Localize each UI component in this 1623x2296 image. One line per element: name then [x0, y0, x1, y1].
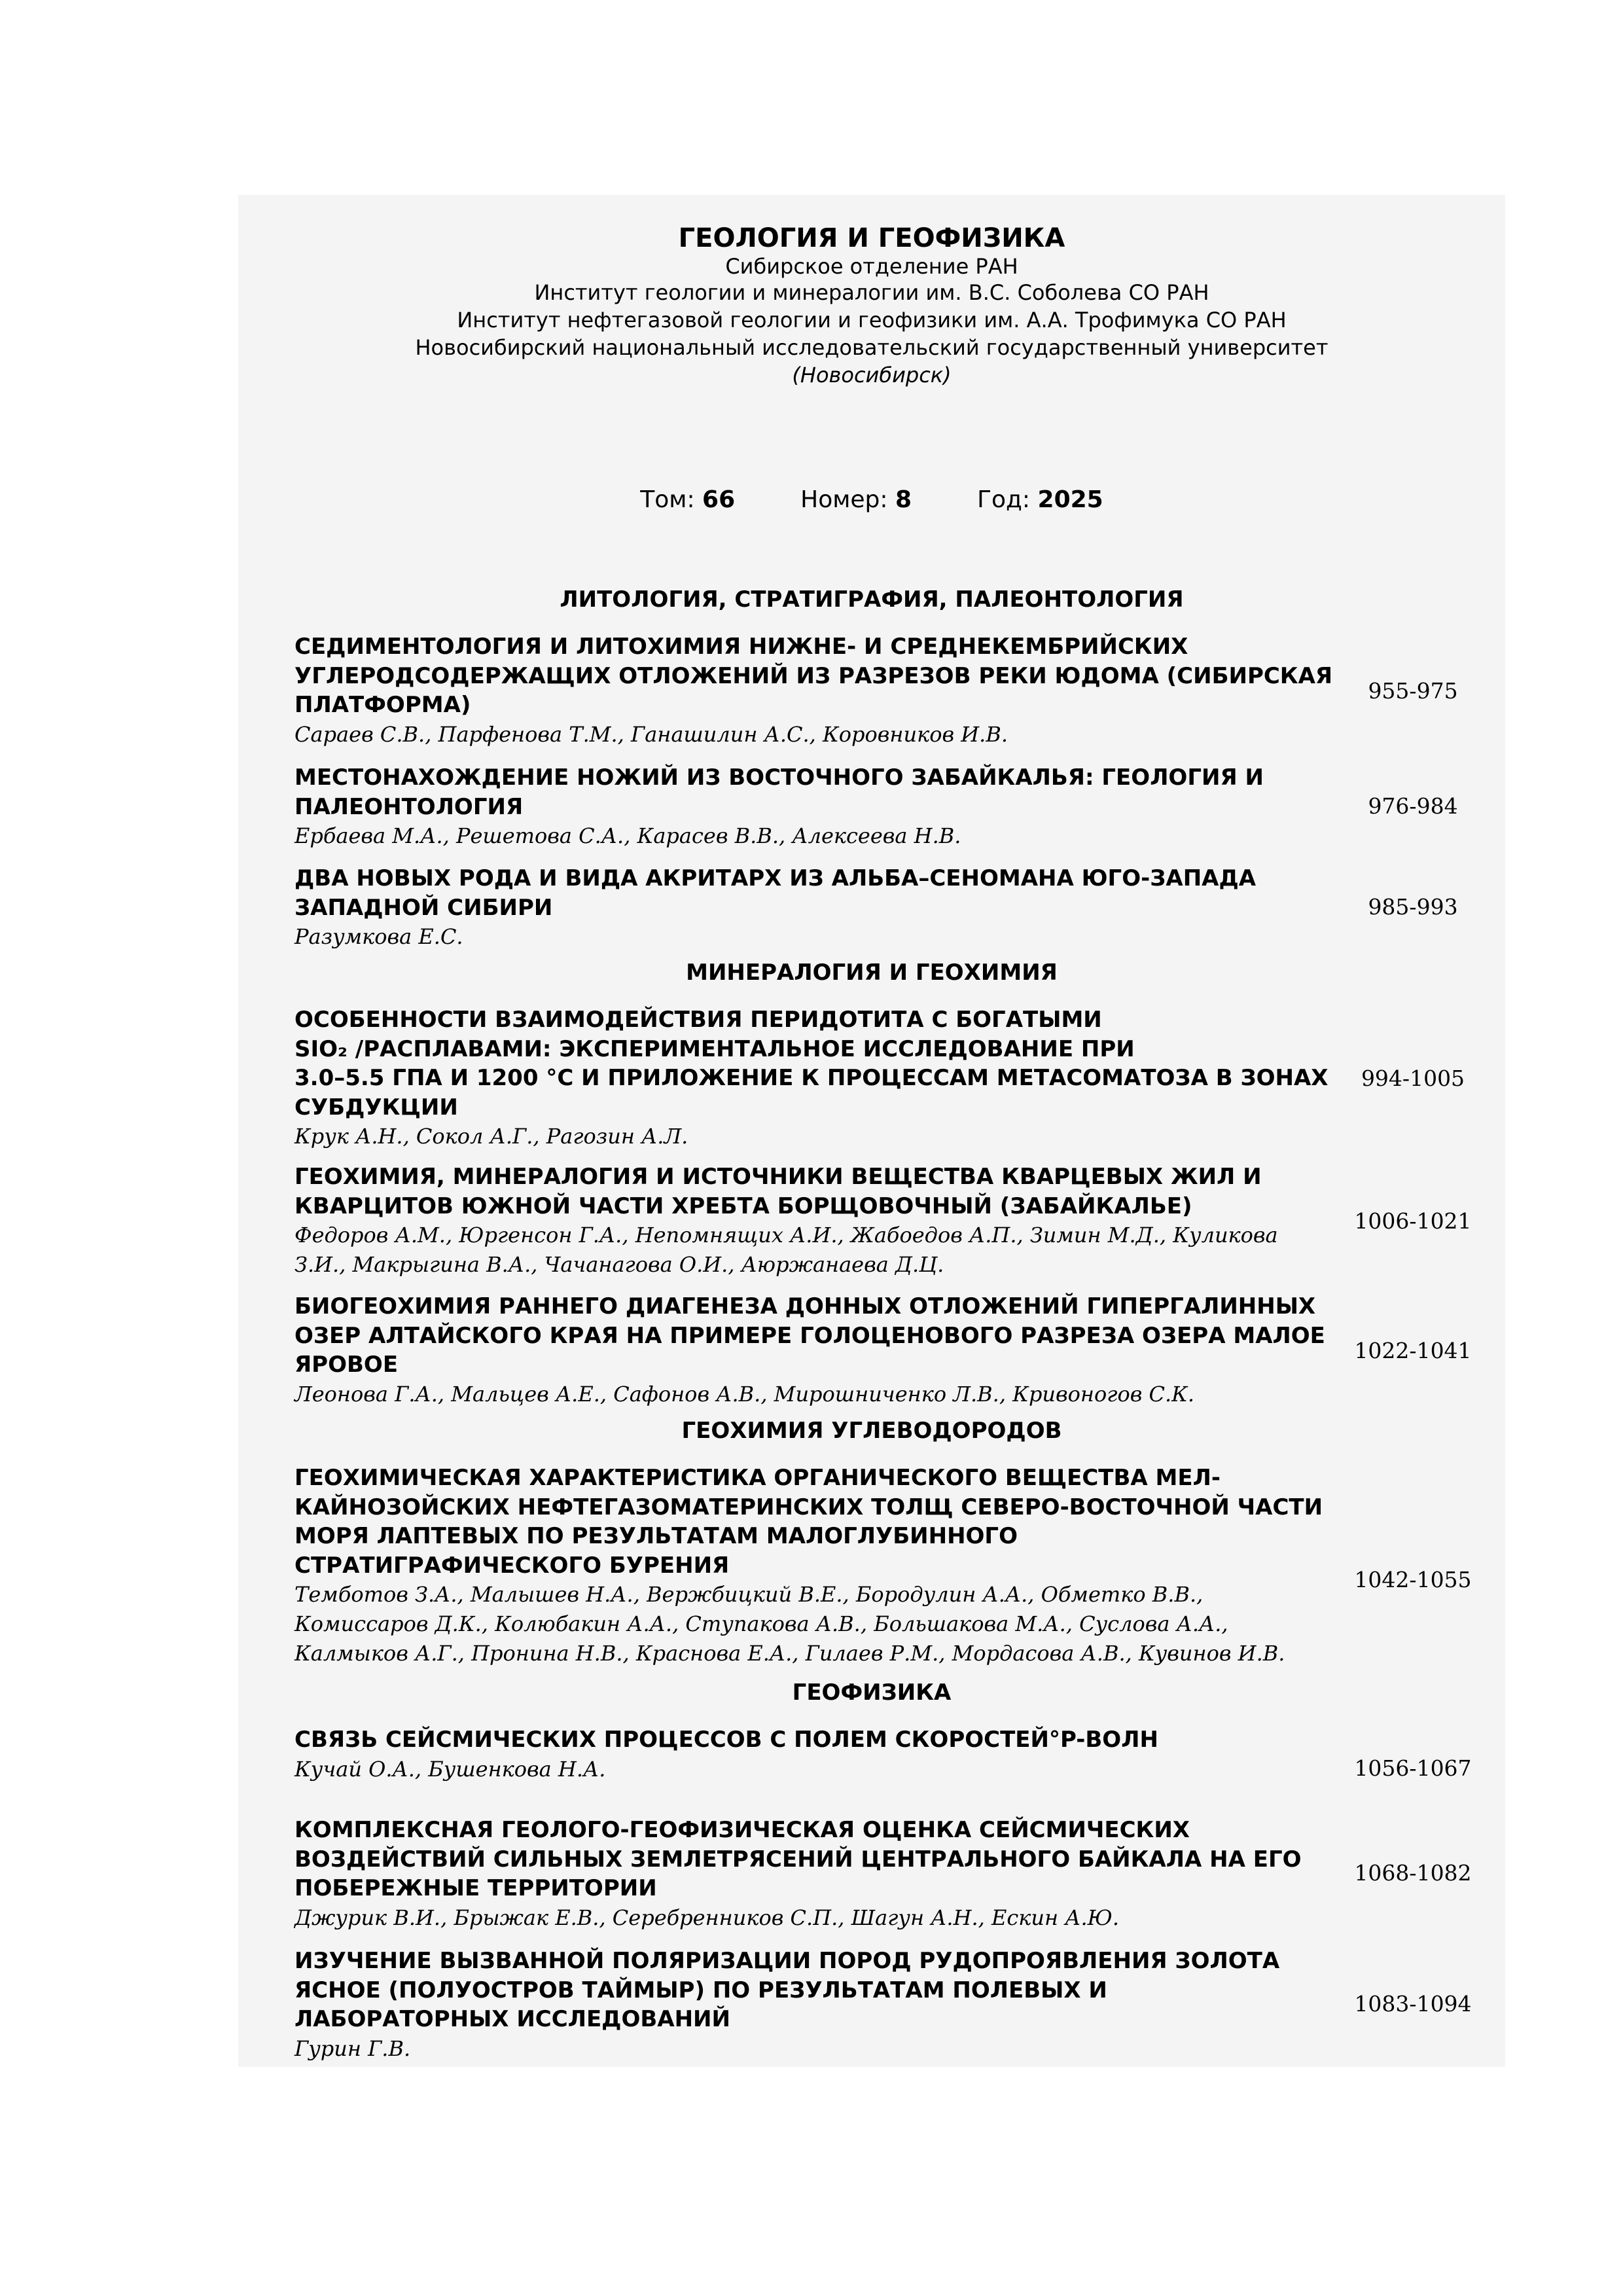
year-info	[977, 486, 1103, 514]
article-entry	[294, 1946, 1394, 2063]
article-title[interactable]: ОСОБЕННОСТИ ВЗАИМОДЕЙСТВИЯ ПЕРИДОТИТА С БОГАТЫМИ SIO₂ /РАСПЛАВАМИ: ЭКСПЕРИМЕНТАЛЬНОЕ ИССЛЕДОВАНИЕ ПРИ 3.0–5.5 ГПА И 1200 °C И ПРИЛОЖЕНИЕ К ПРОЦЕССАМ МЕТАСОМАТОЗА В ЗОНАХ СУБДУКЦИИ	[294, 1007, 1329, 1121]
year-label: Год:	[977, 486, 1031, 513]
publisher-line: Сибирское отделение РАН	[725, 254, 1018, 279]
issue-info	[238, 486, 1505, 514]
article-title[interactable]: ДВА НОВЫХ РОДА И ВИДА АКРИТАРХ ИЗ АЛЬБА–СЕНОМАНА ЮГО-ЗАПАДА ЗАПАДНОЙ СИБИРИ	[294, 865, 1257, 921]
article-authors: Разумкова Е.С.	[294, 924, 463, 950]
article-pages: 1006-1021	[1354, 1208, 1472, 1234]
article-pages: 976-984	[1368, 793, 1458, 819]
article-entry	[294, 1005, 1394, 1151]
article-authors: Леонова Г.А., Мальцев А.Е., Сафонов А.В., Мирошниченко Л.В., Кривоногов С.К.	[294, 1381, 1195, 1407]
section-heading: ГЕОФИЗИКА	[792, 1679, 952, 1706]
article-entry	[294, 864, 1394, 952]
publisher-line: Новосибирский национальный исследовательский государственный университет	[415, 335, 1329, 360]
article-authors: Крук А.Н., Сокол А.Г., Рагозин А.Л.	[294, 1124, 688, 1149]
article-title[interactable]: ИЗУЧЕНИЕ ВЫЗВАННОЙ ПОЛЯРИЗАЦИИ ПОРОД РУДОПРОЯВЛЕНИЯ ЗОЛОТА ЯСНОЕ (ПОЛУОСТРОВ ТАЙМЫР) ПО РЕЗУЛЬТАТАМ ПОЛЕВЫХ И ЛАБОРАТОРНЫХ ИССЛЕДОВАНИЙ	[294, 1948, 1280, 2033]
article-pages: 1068-1082	[1354, 1860, 1472, 1886]
volume-info	[640, 486, 735, 514]
publisher-line: Институт геологии и минералогии им. В.С. Соболева СО РАН	[534, 280, 1209, 305]
article-title[interactable]: ГЕОХИМИЧЕСКАЯ ХАРАКТЕРИСТИКА ОРГАНИЧЕСКОГО ВЕЩЕСТВА МЕЛ- КАЙНОЗОЙСКИХ НЕФТЕГАЗОМАТЕРИНСКИХ ТОЛЩ СЕВЕРО-ВОСТОЧНОЙ ЧАСТИ МОРЯ ЛАПТЕВЫХ ПО РЕЗУЛЬТАТАМ МАЛОГЛУБИННОГО СТРАТИГРАФИЧЕСКОГО БУРЕНИЯ	[294, 1465, 1323, 1579]
article-title[interactable]: БИОГЕОХИМИЯ РАННЕГО ДИАГЕНЕЗА ДОННЫХ ОТЛОЖЕНИЙ ГИПЕРГАЛИННЫХ ОЗЕР АЛТАЙСКОГО КРАЯ НА ПРИМЕРЕ ГОЛОЦЕНОВОГО РАЗРЕЗА ОЗЕРА МАЛОЕ ЯРОВОЕ	[294, 1293, 1325, 1378]
article-title[interactable]: ГЕОХИМИЯ, МИНЕРАЛОГИЯ И ИСТОЧНИКИ ВЕЩЕСТВА КВАРЦЕВЫХ ЖИЛ И КВАРЦИТОВ ЮЖНОЙ ЧАСТИ ХРЕБТА БОРЩОВОЧНЫЙ (ЗАБАЙКАЛЬЕ)	[294, 1164, 1262, 1219]
article-pages: 994-1005	[1361, 1066, 1465, 1091]
section-heading: МИНЕРАЛОГИЯ И ГЕОХИМИЯ	[686, 960, 1058, 986]
article-title[interactable]: МЕСТОНАХОЖДЕНИЕ НОЖИЙ ИЗ ВОСТОЧНОГО ЗАБАЙКАЛЬЯ: ГЕОЛОГИЯ И ПАЛЕОНТОЛОГИЯ	[294, 764, 1264, 820]
article-title[interactable]: СВЯЗЬ СЕЙСМИЧЕСКИХ ПРОЦЕССОВ С ПОЛЕМ СКОРОСТЕЙ°P-ВОЛН	[294, 1727, 1158, 1753]
article-entry	[294, 1463, 1394, 1668]
article-pages: 1083-1094	[1354, 1991, 1472, 2017]
article-entry	[294, 1162, 1394, 1279]
article-pages: 955-975	[1368, 678, 1458, 704]
article-pages: 1056-1067	[1354, 1755, 1472, 1781]
article-entry	[294, 1816, 1394, 1932]
article-entry	[294, 1725, 1394, 1784]
article-entry	[294, 632, 1394, 749]
article-title[interactable]: СЕДИМЕНТОЛОГИЯ И ЛИТОХИМИЯ НИЖНЕ- И СРЕДНЕКЕМБРИЙСКИХ УГЛЕРОДСОДЕРЖАЩИХ ОТЛОЖЕНИЙ ИЗ РАЗРЕЗОВ РЕКИ ЮДОМА (СИБИРСКАЯ ПЛАТФОРМА)	[294, 634, 1333, 719]
number-info	[800, 486, 912, 514]
number-value: 8	[895, 486, 912, 513]
volume-value: 66	[702, 486, 736, 513]
volume-label: Том:	[640, 486, 695, 513]
section-heading: ГЕОХИМИЯ УГЛЕВОДОРОДОВ	[681, 1418, 1062, 1444]
article-authors: Ербаева М.А., Решетова С.А., Карасев В.В., Алексеева Н.В.	[294, 823, 961, 849]
journal-title: ГЕОЛОГИЯ И ГЕОФИЗИКА	[678, 223, 1065, 253]
article-title[interactable]: КОМПЛЕКСНАЯ ГЕОЛОГО-ГЕОФИЗИЧЕСКАЯ ОЦЕНКА СЕЙСМИЧЕСКИХ ВОЗДЕЙСТВИЙ СИЛЬНЫХ ЗЕМЛЕТРЯСЕНИЙ ЦЕНТРАЛЬНОГО БАЙКАЛА НА ЕГО ПОБЕРЕЖНЫЕ ТЕРРИТОРИИ	[294, 1817, 1302, 1902]
article-authors: Гурин Г.В.	[294, 2036, 411, 2061]
number-label: Номер:	[800, 486, 888, 513]
year-value: 2025	[1037, 486, 1103, 513]
article-entry	[294, 763, 1394, 851]
article-authors: Сараев С.В., Парфенова Т.М., Ганашилин А.С., Коровников И.В.	[294, 721, 1008, 747]
contents-panel	[238, 195, 1505, 2067]
publisher-line: Институт нефтегазовой геологии и геофизики им. А.А. Трофимука СО РАН	[457, 308, 1287, 332]
article-authors: Джурик В.И., Брыжак Е.В., Серебренников С.П., Шагун А.Н., Ескин А.Ю.	[294, 1905, 1120, 1930]
article-pages: 985-993	[1368, 894, 1458, 920]
section-heading: ЛИТОЛОГИЯ, СТРАТИГРАФИЯ, ПАЛЕОНТОЛОГИЯ	[560, 586, 1184, 613]
article-authors: Федоров А.М., Юргенсон Г.А., Непомнящих А.И., Жабоедов А.П., Зимин М.Д., Куликова З.И., Макрыгина В.А., Чачанагова О.И., Аюржанаева Д.Ц.	[294, 1223, 1278, 1277]
article-authors: Темботов З.А., Малышев Н.А., Вержбицкий В.Е., Бородулин А.А., Обметко В.В., Комиссаров Д.К., Колюбакин А.А., Ступакова А.В., Большакова М.А., Суслова А.А., Калмыков А.Г., Пронина Н.В., Краснова Е.А., Гилаев Р.М., Мордасова А.В., Кувинов И.В.	[294, 1582, 1285, 1666]
article-pages: 1022-1041	[1354, 1338, 1472, 1363]
article-authors: Кучай О.А., Бушенкова Н.А.	[294, 1756, 606, 1782]
article-entry	[294, 1292, 1394, 1408]
article-pages: 1042-1055	[1354, 1567, 1472, 1592]
journal-city: (Новосибирск)	[792, 363, 952, 387]
